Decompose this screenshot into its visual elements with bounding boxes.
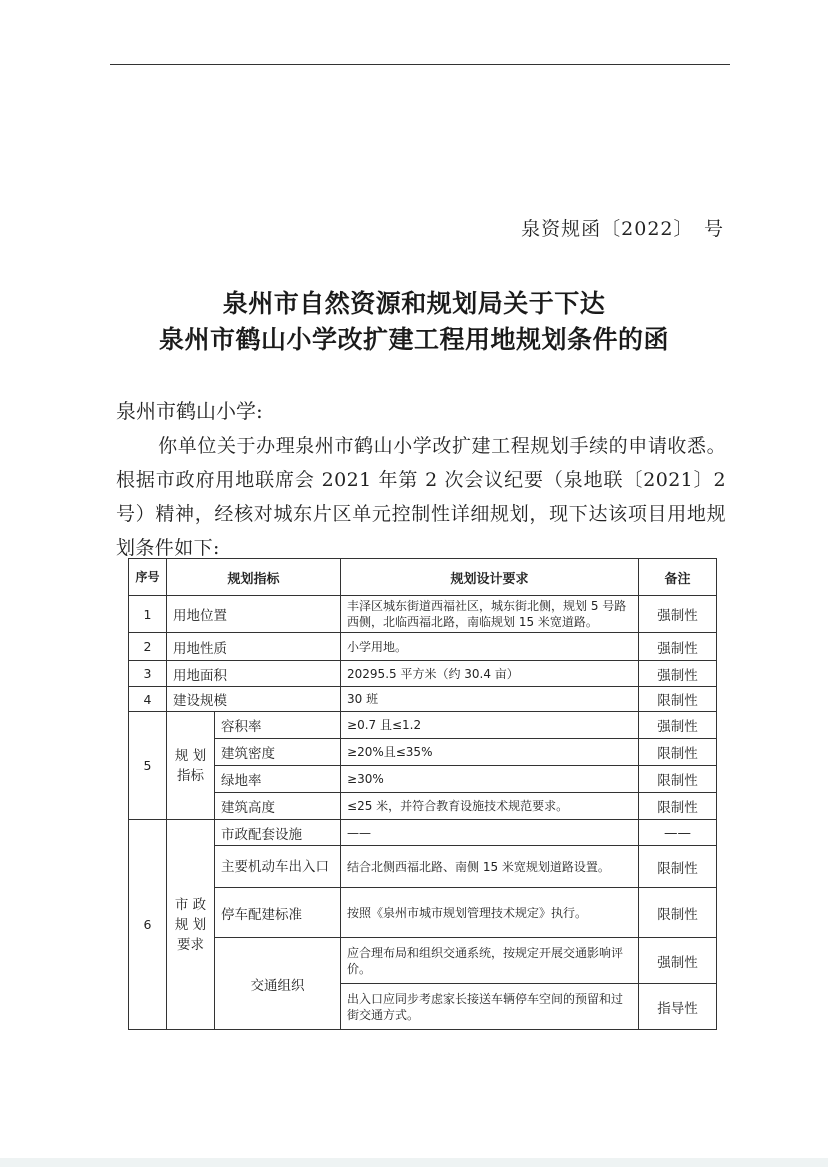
row-note: 指导性 — [639, 984, 717, 1030]
row-seq: 2 — [129, 633, 167, 661]
sub-indicator: 绿地率 — [215, 766, 341, 793]
document-number: 泉资规函〔2022〕 号 — [521, 218, 724, 240]
row-note: 强制性 — [639, 712, 717, 739]
table-row — [129, 712, 717, 739]
row-indicator: 建设规模 — [167, 687, 341, 712]
row-requirement: —— — [341, 820, 639, 846]
row-note: 强制性 — [639, 661, 717, 687]
title-line-1: 泉州市自然资源和规划局关于下达 — [222, 289, 606, 318]
table-row — [129, 739, 717, 766]
header-note: 备注 — [639, 559, 717, 596]
sub-indicator: 停车配建标准 — [215, 888, 341, 938]
group5-category: 规 划 指标 — [167, 712, 215, 820]
row-seq: 3 — [129, 661, 167, 687]
group6-category: 市 政 规 划 要求 — [167, 820, 215, 1030]
row-requirement: 按照《泉州市城市规划管理技术规定》执行。 — [341, 888, 639, 938]
sub-indicator: 市政配套设施 — [215, 820, 341, 846]
sub-indicator: 容积率 — [215, 712, 341, 739]
table-row — [129, 687, 717, 712]
row-seq: 1 — [129, 596, 167, 633]
planning-conditions-table — [128, 558, 717, 1030]
table-row — [129, 888, 717, 938]
table-row — [129, 633, 717, 661]
row-note: 限制性 — [639, 846, 717, 888]
row-note: 限制性 — [639, 888, 717, 938]
table-row — [129, 793, 717, 820]
sub-indicator: 建筑高度 — [215, 793, 341, 820]
row-requirement: 结合北侧西福北路、南侧 15 米宽规划道路设置。 — [341, 846, 639, 888]
sub-indicator: 交通组织 — [215, 938, 341, 1030]
table-row — [129, 938, 717, 984]
row-requirement: 出入口应同步考虑家长接送车辆停车空间的预留和过街交通方式。 — [341, 984, 639, 1030]
header-indicator: 规划指标 — [167, 559, 341, 596]
row-note: —— — [639, 820, 717, 846]
row-seq: 4 — [129, 687, 167, 712]
row-requirement: 20295.5 平方米（约 30.4 亩） — [341, 661, 639, 687]
table-row — [129, 661, 717, 687]
row-note: 限制性 — [639, 739, 717, 766]
row-note: 限制性 — [639, 766, 717, 793]
row-requirement: ≥30% — [341, 766, 639, 793]
row-requirement: ≥0.7 且≤1.2 — [341, 712, 639, 739]
table-row — [129, 766, 717, 793]
row-note: 强制性 — [639, 633, 717, 661]
table-header-row — [129, 559, 717, 596]
row-note: 限制性 — [639, 793, 717, 820]
header-rule — [110, 64, 730, 65]
group5-seq: 5 — [129, 712, 167, 820]
body-text: 你单位关于办理泉州市鹤山小学改扩建工程规划手续的申请收悉。根据市政府用地联席会 2021 年第 2 次会议纪要（泉地联〔2021〕2 号）精神，经核对城东片区单元控制性详细规划，现下达该项目用地规划条件如下: — [116, 435, 726, 559]
row-indicator: 用地面积 — [167, 661, 341, 687]
header-seq: 序号 — [129, 559, 167, 596]
row-requirement: 小学用地。 — [341, 633, 639, 661]
addressee: 泉州市鹤山小学: — [116, 399, 263, 423]
table-row — [129, 846, 717, 888]
table-row — [129, 596, 717, 633]
row-note: 限制性 — [639, 687, 717, 712]
body-paragraph — [116, 429, 726, 565]
group6-seq: 6 — [129, 820, 167, 1030]
header-requirement: 规划设计要求 — [341, 559, 639, 596]
row-note: 强制性 — [639, 596, 717, 633]
row-indicator: 用地位置 — [167, 596, 341, 633]
sub-indicator: 建筑密度 — [215, 739, 341, 766]
row-requirement: 30 班 — [341, 687, 639, 712]
scan-edge — [0, 1158, 828, 1167]
sub-indicator: 主要机动车出入口 — [215, 846, 341, 888]
row-requirement: 丰泽区城东街道西福社区，城东街北侧，规划 5 号路西侧，北临西福北路，南临规划 15 米宽道路。 — [341, 596, 639, 633]
row-requirement: ≤25 米，并符合教育设施技术规范要求。 — [341, 793, 639, 820]
row-note: 强制性 — [639, 938, 717, 984]
row-indicator: 用地性质 — [167, 633, 341, 661]
row-requirement: ≥20%且≤35% — [341, 739, 639, 766]
table-row — [129, 820, 717, 846]
row-requirement: 应合理布局和组织交通系统，按规定开展交通影响评价。 — [341, 938, 639, 984]
title-line-2: 泉州市鹤山小学改扩建工程用地规划条件的函 — [158, 325, 669, 354]
